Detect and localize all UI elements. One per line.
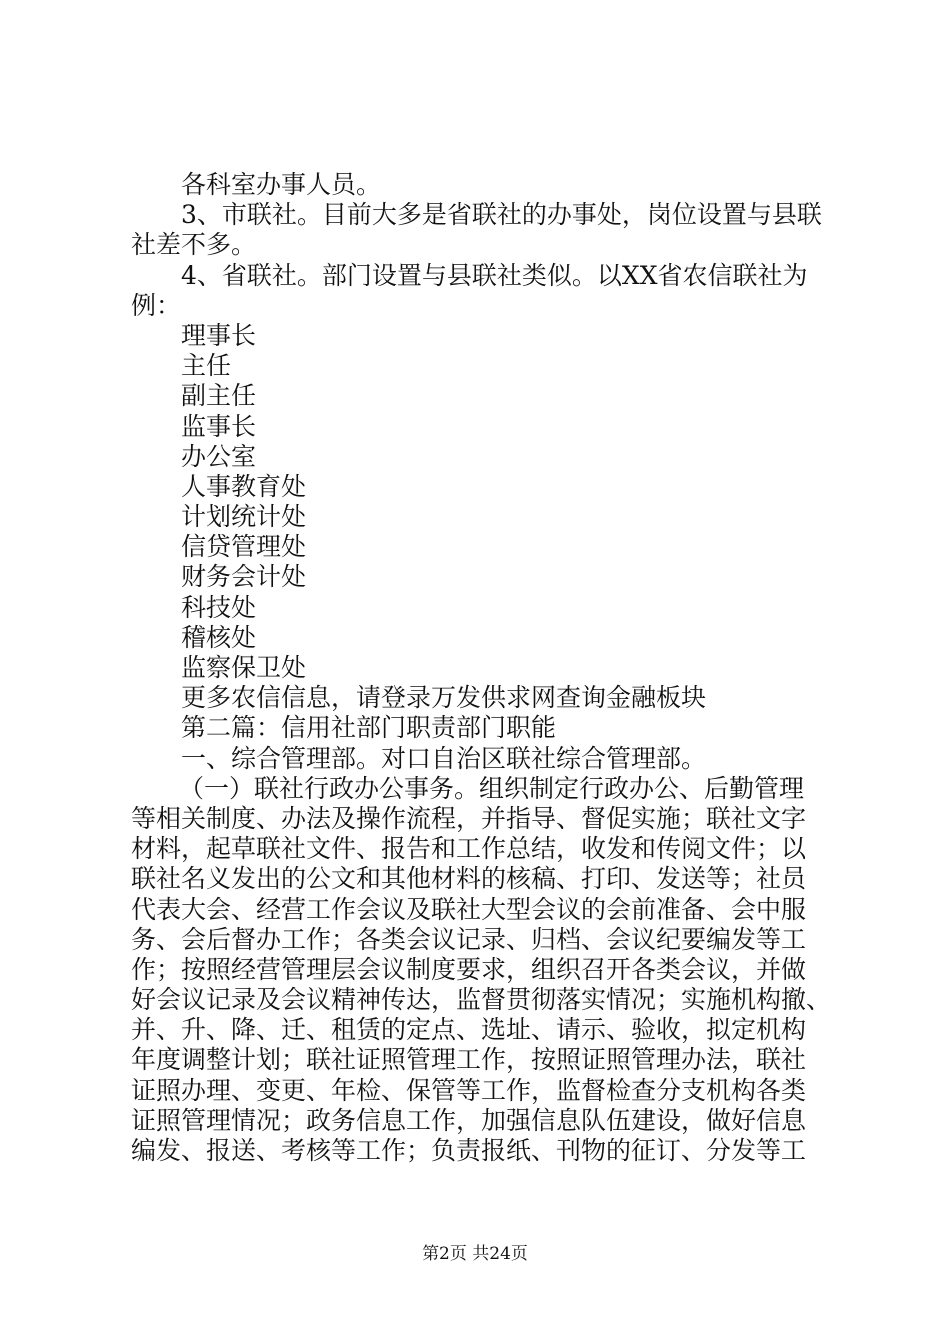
text-line: 好会议记录及会议精神传达，监督贯彻落实情况；实施机构撤、 xyxy=(131,985,832,1015)
text-line: 科技处 xyxy=(181,592,257,622)
text-line: 更多农信信息，请登录万发供求网查询金融板块 xyxy=(181,683,707,713)
text-line: 例： xyxy=(131,290,182,320)
text-line: 信贷管理处 xyxy=(181,532,307,562)
page-footer xyxy=(0,1243,950,1265)
document-body xyxy=(131,170,831,1166)
text-line: 监事长 xyxy=(181,411,257,441)
text-line: 副主任 xyxy=(181,381,257,411)
text-line: 监察保卫处 xyxy=(181,653,307,682)
text-line: 办公室 xyxy=(181,441,257,471)
text-line: 材料，起草联社文件、报告和工作总结，收发和传阅文件；以 xyxy=(131,834,807,864)
text-line: 人事教育处 xyxy=(181,471,307,501)
text-line: 证照管理情况；政务信息工作，加强信息队伍建设，做好信息 xyxy=(131,1105,807,1135)
text-line: 等相关制度、办法及操作流程，并指导、督促实施；联社文字 xyxy=(131,803,807,833)
text-line: 证照办理、变更、年检、保管等工作，监督检查分支机构各类 xyxy=(131,1075,807,1105)
text-line: 联社名义发出的公文和其他材料的核稿、打印、发送等；社员 xyxy=(131,864,807,894)
text-line: 并、升、降、迁、租赁的定点、选址、请示、验收，拟定机构 xyxy=(131,1015,807,1045)
text-line: 年度调整计划；联社证照管理工作，按照证照管理办法，联社 xyxy=(131,1045,807,1075)
text-line: 作；按照经营管理层会议制度要求，组织召开各类会议，并做 xyxy=(131,954,807,984)
section-heading: 第二篇：信用社部门职责部门职能 xyxy=(181,713,557,743)
text-line: 一、综合管理部。对口自治区联社综合管理部。 xyxy=(181,743,707,773)
text-line: 计划统计处 xyxy=(181,502,307,532)
text-line: 理事长 xyxy=(181,320,257,350)
text-line: 主任 xyxy=(181,351,232,381)
text-line: 财务会计处 xyxy=(181,562,307,592)
text-line: 3、市联社。目前大多是省联社的办事处，岗位设置与县联 xyxy=(181,200,822,230)
text-line: 社差不多。 xyxy=(131,230,257,260)
page-number: 第2页 共24页 xyxy=(422,1244,528,1264)
text-line: 各科室办事人员。 xyxy=(181,170,382,199)
text-line: 代表大会、经营工作会议及联社大型会议的会前准备、会中服 xyxy=(131,894,807,924)
text-line: 4、省联社。部门设置与县联社类似。以XX省农信联社为 xyxy=(181,260,808,290)
text-line: 稽核处 xyxy=(181,622,257,652)
text-line: 编发、报送、考核等工作；负责报纸、刊物的征订、分发等工 xyxy=(131,1136,807,1165)
text-line: （一）联社行政办公事务。组织制定行政办公、后勤管理 xyxy=(179,773,805,803)
text-line: 务、会后督办工作；各类会议记录、归档、会议纪要编发等工 xyxy=(131,924,807,954)
